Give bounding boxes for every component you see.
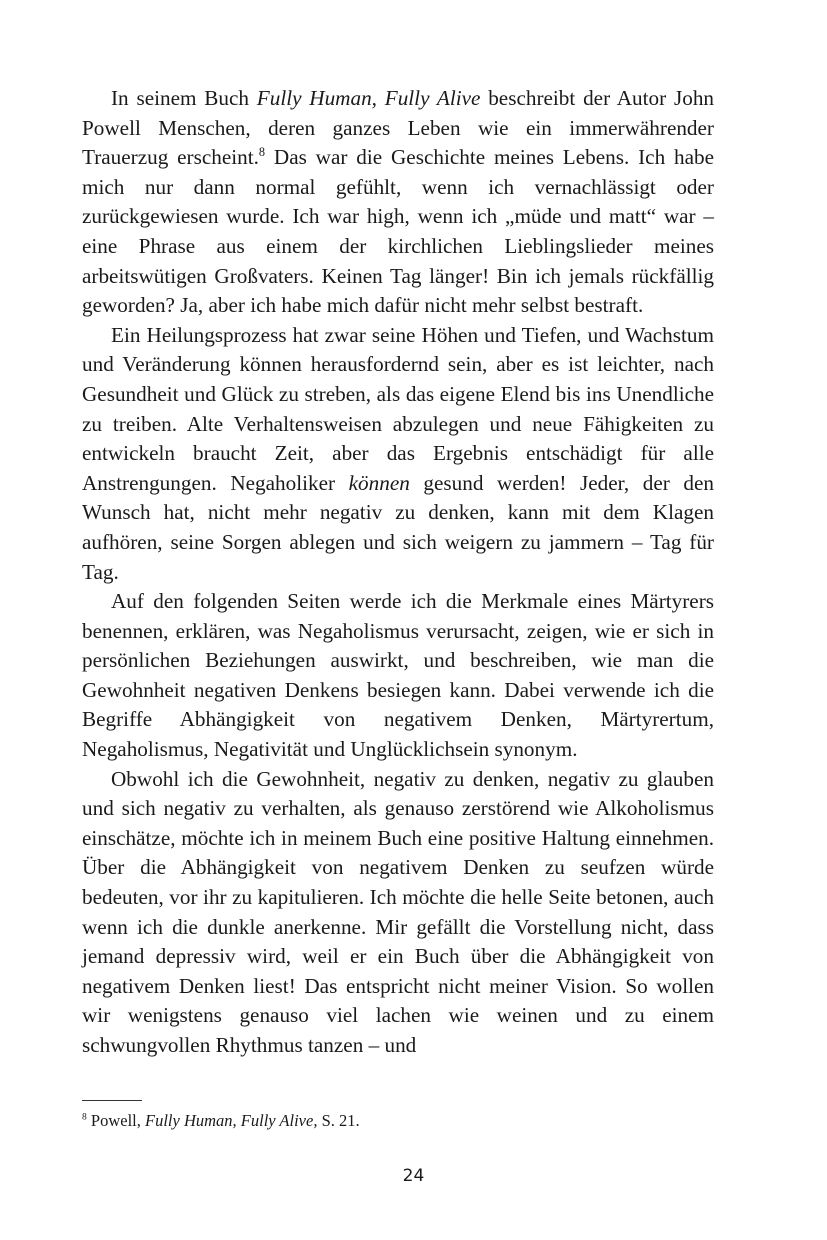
paragraph-1: In seinem Buch Fully Human, Fully Alive beschreibt der Autor John Powell Menschen, deren ganzes Leben wie ein immerwährender Trauerzug erscheint.$^8$ Das war die Geschichte meines Lebens. Ich habe mich nur dann normal gefühlt, wenn ich vernachlässigt oder zurückgewiesen wurde. Ich war high, wenn ich „müde und matt“ war – eine Phrase aus einem der kirchlichen Lieblingslieder meines arbeitswütigen Großvaters. Keinen Tag länger! Bin ich jemals rückfällig geworden? Ja, aber ich habe mich dafür nicht mehr selbst bestraft. [82, 86, 715, 318]
footnote-reference: 8 [258, 145, 266, 160]
footnote-number: 8 [82, 1111, 87, 1123]
paragraph-2: Ein Heilungsprozess hat zwar seine Höhen und Tiefen, und Wachstum und Veränderung können herausfordernd sein, aber es ist leichter, nach Gesundheit und Glück zu streben, als das eigene Elend bis ins Unendliche zu treiben. Alte Verhaltensweisen abzulegen und neue Fähigkeiten zu entwickeln braucht Zeit, aber das Ergebnis entschädigt für alle Anstrengungen. Negaholiker können gesund werden! Jeder, der den Wunsch hat, nicht mehr negativ zu denken, kann mit dem Klagen aufhören, seine Sorgen ablegen und sich weigern zu jammern – Tag für Tag. [82, 322, 714, 584]
paragraph-3: Auf den folgenden Seiten werde ich die Merkmale eines Märtyrers benennen, erklären, was Negaholismus verursacht, zeigen, wie er sich in persönlichen Beziehungen auswirkt, und beschreiben, wie man die Gewohnheit negativen Denkens besiegen kann. Dabei verwende ich die Begriffe Abhängigkeit von negativem Denken, Märtyrertum, Negaholismus, Negativität und Unglücklichsein synonym. [82, 589, 714, 762]
page-number: 24 [402, 1166, 425, 1186]
book-title: Fully Human, Fully Alive [256, 86, 481, 110]
paragraph-4: Obwohl ich die Gewohnheit, negativ zu denken, negativ zu glauben und sich negativ zu verhalten, als genauso zerstörend wie Alkoholismus einschätze, möchte ich in meinem Buch eine positive Haltung einnehmen. Über die Abhängigkeit von negativem Denken zu seufzen würde bedeuten, vor ihr zu kapitulieren. Ich möchte die helle Seite betonen, auch wenn ich die dunkle anerkenne. Mir gefällt die Vorstellung nicht, dass jemand depressiv wird, weil er ein Buch über die Abhängigkeit von negativem Denken liest! Das entspricht nicht meiner Vision. So wollen wir wenigstens genauso viel lachen wie weinen und zu einem schwungvollen Rhythmus tanzen – und [82, 766, 714, 1057]
emphasis: können [348, 470, 410, 495]
body-text [82, 84, 714, 1061]
footnote-title: Fully Human, Fully Alive, [145, 1111, 318, 1130]
footnote-divider [82, 1100, 142, 1101]
footnote: $^8$ Powell, Fully Human, Fully Alive, S. 21. [82, 1111, 360, 1130]
